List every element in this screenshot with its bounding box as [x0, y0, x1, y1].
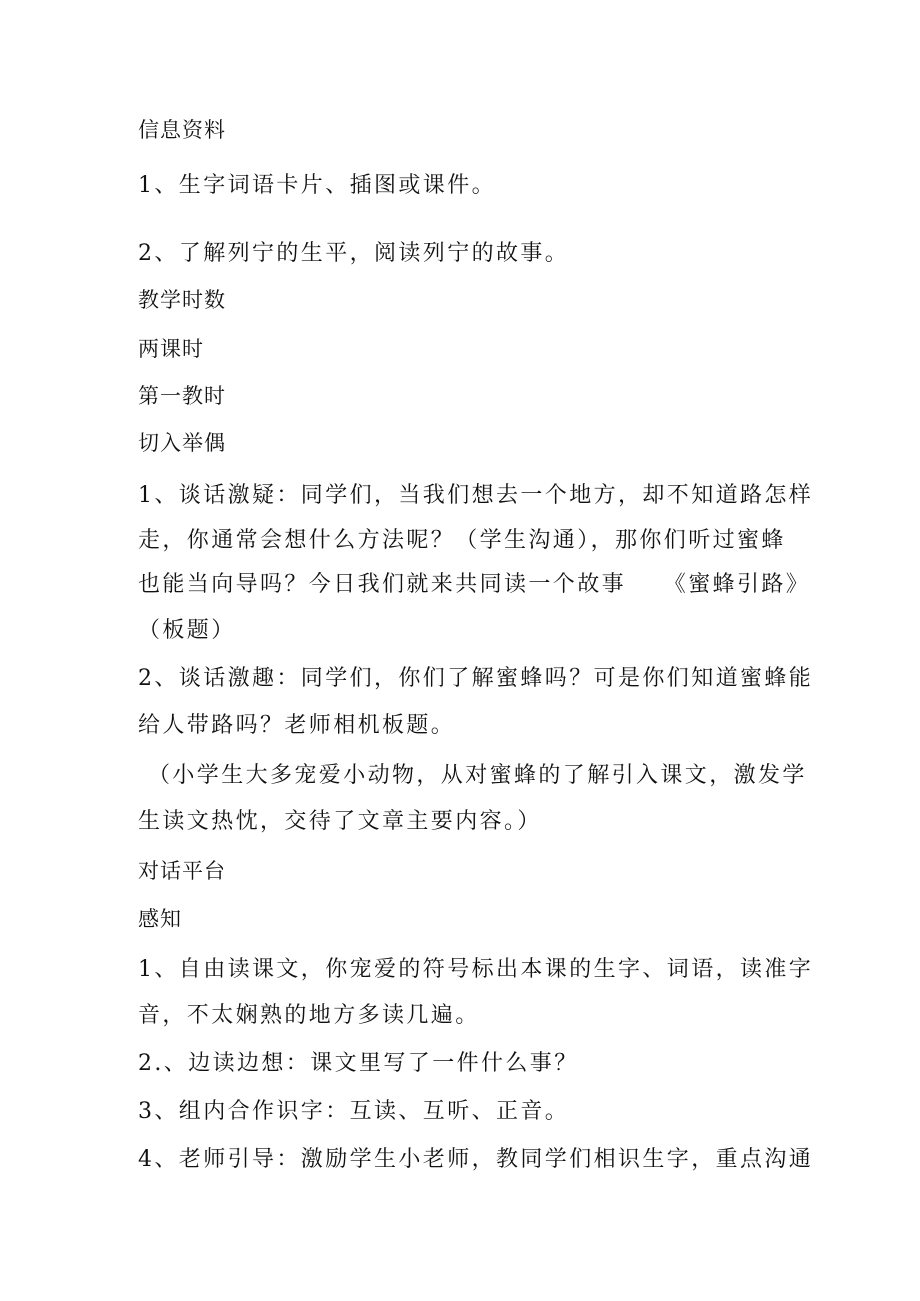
- paragraph-line: （小学生大多宠爱小动物，从对蜜蜂的了解引入课文，激发学: [148, 763, 807, 788]
- paragraph-line: 生读文热忱，交待了文章主要内容。）: [138, 809, 542, 834]
- text-line: 两课时: [138, 337, 204, 361]
- paragraph-line: （板题）: [138, 618, 236, 643]
- paragraph-line: 4、老师引导：激励学生小老师，教同学们相识生字，重点沟通: [138, 1147, 814, 1172]
- section-heading-teaching-hours: 教学时数: [138, 288, 226, 312]
- paragraph-line: 音，不太娴熟的地方多读几遍。: [138, 1003, 480, 1028]
- list-item: 2.、边读边想：课文里写了一件什么事？: [138, 1051, 579, 1076]
- section-heading-perception: 感知: [138, 907, 182, 931]
- list-item: 3、组内合作识字：互读、互听、正音。: [138, 1099, 570, 1124]
- paragraph-line: 也能当向导吗？今日我们就来共同读一个故事 《蜜蜂引路》: [138, 572, 811, 597]
- section-heading-info: 信息资料: [138, 118, 226, 142]
- section-heading-intro: 切入举偶: [138, 431, 226, 455]
- paragraph-line: 走，你通常会想什么方法呢？（学生沟通），那你们听过蜜蜂: [138, 528, 786, 553]
- paragraph-line: 2、谈话激趣：同学们，你们了解蜜蜂吗？可是你们知道蜜蜂能: [138, 666, 814, 691]
- list-item: 2、了解列宁的生平，阅读列宁的故事。: [138, 241, 570, 266]
- section-heading-dialogue: 对话平台: [138, 859, 226, 883]
- section-heading-first-lesson: 第一教时: [138, 384, 226, 408]
- paragraph-line: 给人带路吗？老师相机板题。: [138, 713, 456, 738]
- paragraph-line: 1、自由读课文，你宠爱的符号标出本课的生字、词语，读准字: [138, 957, 814, 982]
- paragraph-line: 1、谈话激疑：同学们，当我们想去一个地方，却不知道路怎样: [138, 483, 814, 508]
- list-item: 1、生字词语卡片、插图或课件。: [138, 173, 496, 198]
